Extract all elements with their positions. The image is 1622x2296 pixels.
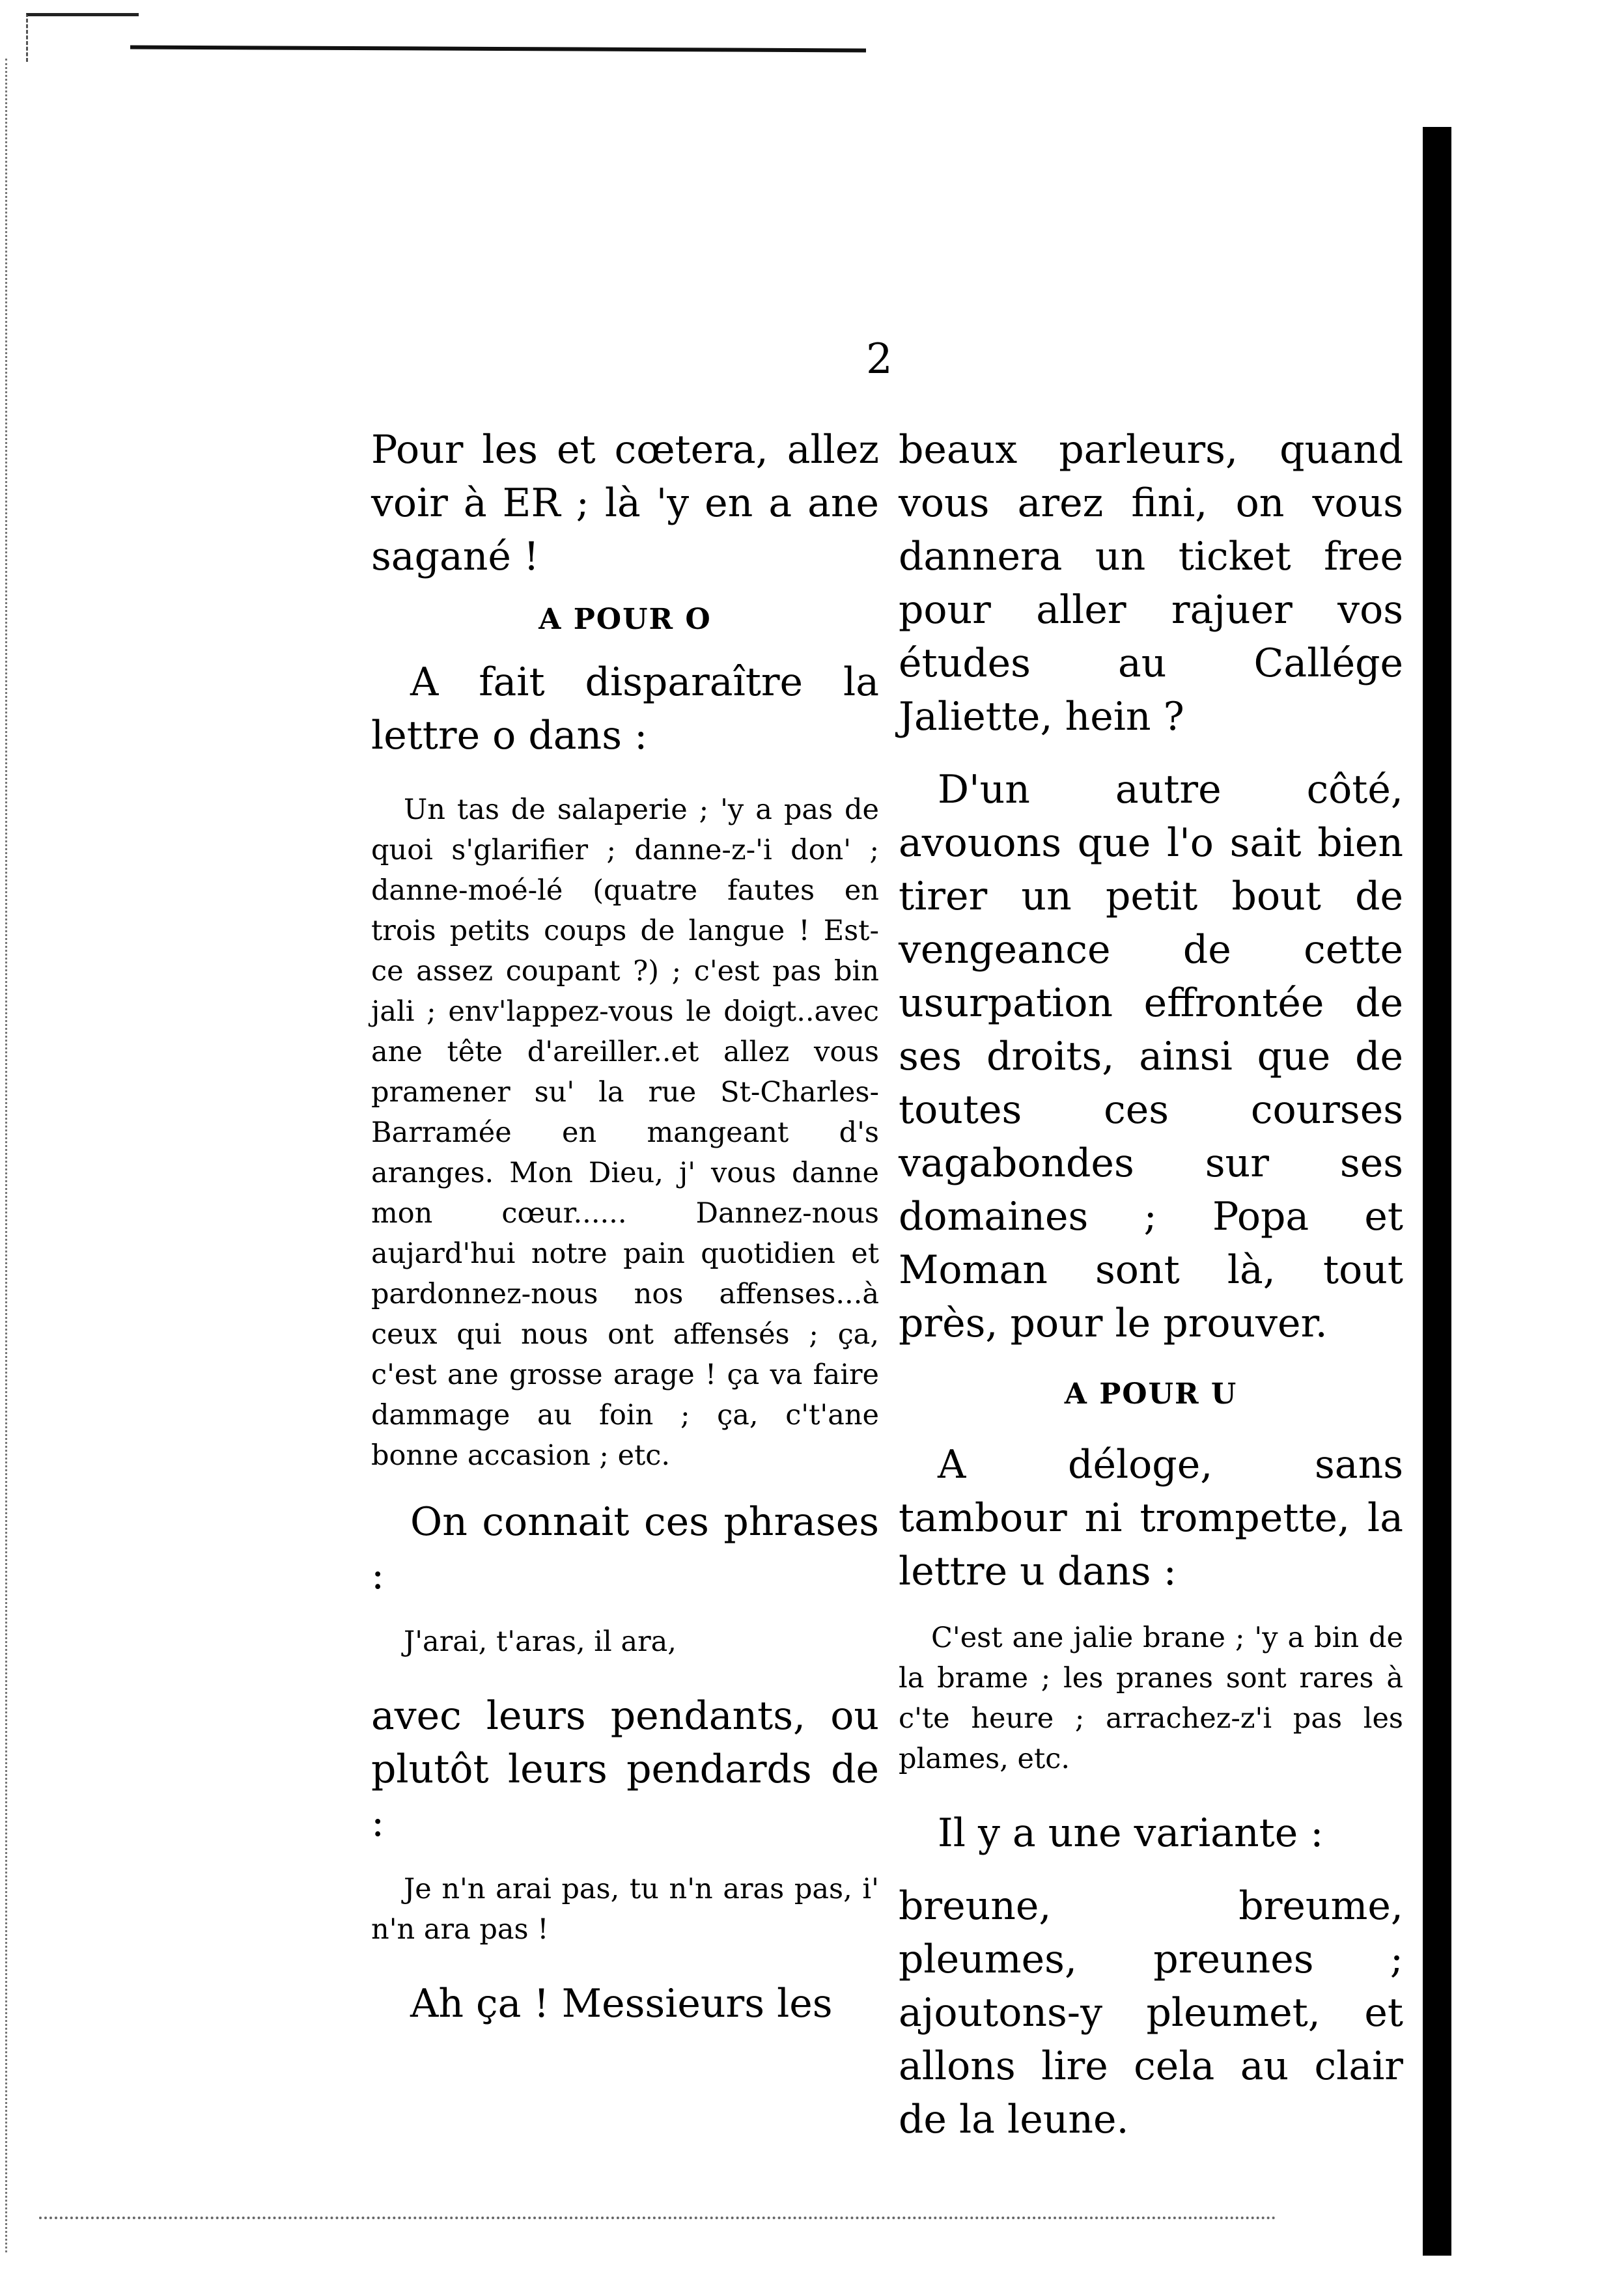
left-paragraph-5: Ah ça ! Messieurs les [410,1981,833,2026]
example-block-o: Un tas de salaperie ; 'y a pas de quoi s'glarifier ; danne-z-'i don' ; danne-moé-lé (quatre fautes en trois petits coups de langue ! Est-ce assez coupant ?) ; c'est pas bin jali ; env'lappez-vous le doigt..avec ane tête d'areiller..et allez vous pramener su' la rue St-Charles-Barramée en mangeant d's aranges. Mon Dieu, j' vous danne mon cœur...... Dannez-nous aujard'hui notre pain quotidien et pardonnez-nous nos affenses...à ceux qui nous ont affensés ; ça, c'est ane grosse arage ! ça va faire dammage au foin ; ça, c't'ane bonne accasion ; etc. [371,794,879,1472]
left-edge-noise [5,59,33,2252]
right-column [899,423,1403,2146]
left-paragraph-2: A fait disparaître la lettre o dans : [371,659,879,758]
example-negation: Je n'n arai pas, tu n'n aras pas, i' n'n ara pas ! [371,1873,879,1946]
right-paragraph-2: D'un autre côté, avouons que l'o sait bien tirer un petit bout de vengeance de cette usurpation effrontée de ses droits, ainsi que de toutes ces courses vagabondes sur ses domaines ; Popa et Moman sont là, tout près, pour le prouver. [899,767,1403,1346]
right-paragraph-4: Il y a une variante : [938,1810,1324,1856]
scan-corner-mark [26,13,139,62]
top-rule [130,46,866,53]
left-paragraph-4: avec leurs pendants, ou plutôt leurs pendards de : [371,1693,879,1846]
page-number: 2 [866,335,893,383]
section-header-a-pour-u: A POUR U [1064,1377,1238,1411]
bottom-edge-noise [39,2217,1276,2228]
right-paragraph-3: A déloge, sans tambour ni trompette, la lettre u dans : [899,1442,1403,1594]
left-paragraph-1: Pour les et cœtera, allez voir à ER ; là 'y en a ane sagané ! [371,427,879,579]
example-conjugation: J'arai, t'aras, il ara, [404,1625,677,1658]
example-block-u: C'est ane jalie brane ; 'y a bin de la brame ; les pranes sont rares à c'te heure ; arrachez-z'i pas les plames, etc. [899,1622,1403,1775]
section-header-a-pour-o: A POUR O [538,603,712,636]
binding-shadow [1423,127,1451,2256]
left-paragraph-3: On connait ces phrases : [371,1499,879,1598]
right-paragraph-5: breune, breume, pleumes, preunes ; ajoutons-y pleumet, et allons lire cela au clair de la leune. [899,1883,1403,2142]
left-column [371,423,879,2030]
right-paragraph-1: beaux parleurs, quand vous arez fini, on vous dannera un ticket free pour aller rajuer vos études au Callége Jaliette, hein ? [899,427,1403,740]
